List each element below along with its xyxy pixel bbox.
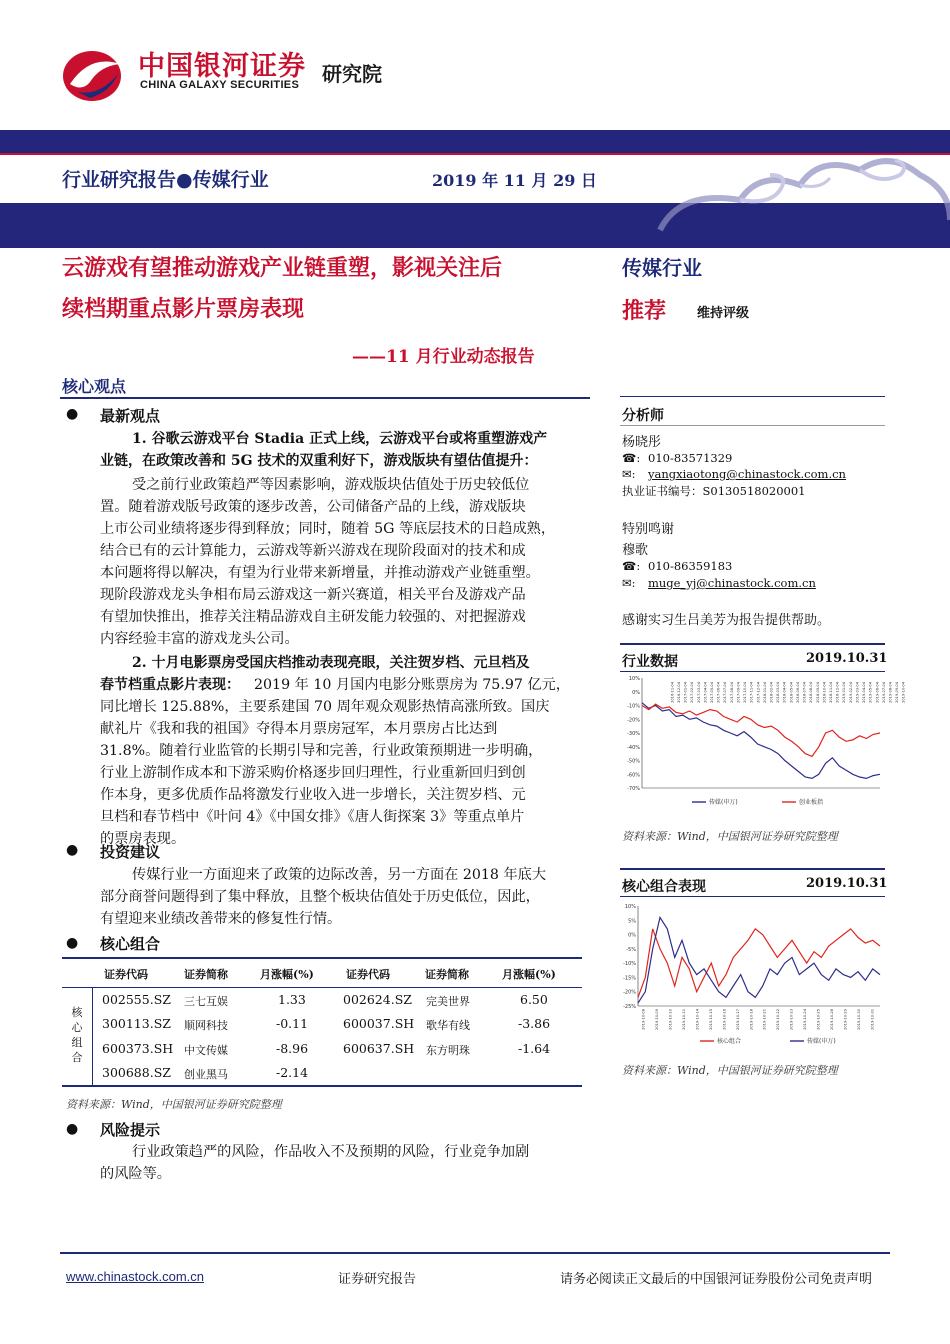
y-tick-label: -10% bbox=[623, 961, 636, 968]
x-tick-label: 2019-05-04 bbox=[868, 682, 873, 703]
table-header-cell: 月涨幅(%) bbox=[260, 968, 314, 981]
table-cell: 300688.SZ bbox=[102, 1065, 171, 1080]
x-tick-label: 2018-01-04 bbox=[762, 682, 767, 703]
legend-label: 创业板指 bbox=[799, 799, 824, 806]
point1-line: 置。随着游戏版号政策的逐步改善，公司储备产品的上线，游戏版块 bbox=[100, 499, 526, 515]
report-subtitle: ——11 月行业动态报告 bbox=[352, 347, 535, 367]
thanks-email[interactable]: muge_yj@chinastock.com.cn bbox=[648, 576, 816, 590]
x-tick-label: 2018-09-04 bbox=[815, 682, 820, 703]
x-tick-label: 2019-10-31 bbox=[870, 1009, 875, 1030]
table-cell: -2.14 bbox=[276, 1065, 309, 1080]
portfolio-heading: 核心组合 bbox=[100, 935, 161, 953]
sector-label: 传媒行业 bbox=[622, 256, 702, 280]
table-cell: 002624.SZ bbox=[343, 992, 412, 1007]
table-cell: 6.50 bbox=[520, 992, 548, 1007]
x-tick-label: 2017-09-04 bbox=[736, 682, 741, 703]
footer-rule bbox=[60, 1252, 890, 1254]
y-tick-label: -5% bbox=[626, 946, 636, 953]
x-tick-label: 2019-10-17 bbox=[735, 1009, 740, 1030]
y-tick-label: 0% bbox=[628, 932, 636, 939]
x-tick-label: 2019-10-29 bbox=[843, 1009, 848, 1030]
bullet-icon: ● bbox=[66, 1121, 79, 1137]
x-tick-label: 2019-10-16 bbox=[722, 1009, 727, 1030]
x-tick-label: 2019-10-22 bbox=[776, 1009, 781, 1030]
x-tick-label: 2019-10-18 bbox=[749, 1009, 754, 1030]
y-tick-label: 10% bbox=[628, 676, 640, 682]
latest-view-heading: 最新观点 bbox=[100, 407, 161, 425]
recommendation-label: 推荐 bbox=[622, 298, 667, 324]
invest-line: 有望迎来业绩改善带来的修复性行情。 bbox=[100, 911, 342, 927]
x-tick-label: 2019-10-08 bbox=[641, 1009, 646, 1030]
x-tick-label: 2019-10-10 bbox=[668, 1009, 673, 1030]
table-cell: 东方明珠 bbox=[426, 1044, 470, 1057]
y-tick-label: -70% bbox=[627, 786, 640, 792]
analyst-phone: 010-83571329 bbox=[648, 451, 733, 465]
y-tick-label: -15% bbox=[623, 975, 636, 982]
x-tick-label: 2019-01-04 bbox=[842, 682, 847, 703]
portfolio-perf-date: 2019.10.31 bbox=[806, 876, 888, 891]
point2-line: 的票房表现。 bbox=[100, 831, 186, 847]
table-cell: -0.11 bbox=[276, 1016, 309, 1031]
point1-line: 内容经验丰富的游戏龙头公司。 bbox=[100, 631, 299, 647]
portfolio-perf-rule bbox=[620, 868, 885, 870]
invest-line: 传媒行业一方面迎来了政策的边际改善，另一方面在 2018 年底大 bbox=[132, 867, 547, 883]
institute-label: 研究院 bbox=[322, 62, 382, 86]
x-tick-label: 2019-10-23 bbox=[789, 1009, 794, 1030]
x-tick-label: 2019-10-15 bbox=[708, 1009, 713, 1030]
legend-label: 传媒(申万) bbox=[709, 799, 738, 806]
y-tick-label: -20% bbox=[623, 989, 636, 996]
table-cell: 300113.SZ bbox=[102, 1016, 171, 1031]
x-tick-label: 2017-12-04 bbox=[756, 682, 761, 703]
table-cell: 600637.SH bbox=[343, 1041, 415, 1056]
x-tick-label: 2019-03-04 bbox=[855, 682, 860, 703]
x-tick-label: 2019-04-04 bbox=[862, 682, 867, 703]
galaxy-logo-icon bbox=[60, 44, 132, 104]
point2-line: 31.8%。随着行业监管的长期引导和完善，行业政策预期进一步明确， bbox=[100, 743, 543, 759]
phone-icon: ☎: bbox=[622, 451, 641, 465]
x-tick-label: 2017-02-04 bbox=[690, 682, 695, 703]
table-cell: -8.96 bbox=[276, 1041, 309, 1056]
table-top-rule bbox=[62, 957, 582, 959]
x-tick-label: 2019-10-21 bbox=[762, 1009, 767, 1030]
y-tick-label: -40% bbox=[627, 744, 640, 751]
portfolio-perf-heading: 核心组合表现 bbox=[622, 879, 706, 895]
point1-line: 结合已有的云计算能力，云游戏等新兴游戏在现阶段面对的技术和成 bbox=[100, 543, 526, 559]
table-cell: 1.33 bbox=[278, 992, 306, 1007]
table-cell: -3.86 bbox=[518, 1016, 551, 1031]
table-side-label bbox=[70, 1005, 84, 1065]
table-cell: 中文传媒 bbox=[184, 1044, 228, 1057]
x-tick-label: 2018-07-04 bbox=[802, 682, 807, 703]
industry-data-rule bbox=[620, 643, 885, 645]
analyst-rule bbox=[620, 396, 885, 397]
cloud-swirl-decoration bbox=[620, 130, 950, 248]
email-icon: ✉: bbox=[622, 576, 636, 590]
point2-line: 同比增长 125.88%，主要系建国 70 周年观众观影热情高涨所致。国庆 bbox=[100, 699, 550, 715]
point1-line: 受之前行业政策趋严等因素影响，游戏版块估值处于历史较低位 bbox=[132, 477, 530, 493]
risk-line: 行业政策趋严的风险，作品收入不及预期的风险，行业竞争加剧 bbox=[132, 1144, 530, 1160]
legend-label: 传媒(申万) bbox=[807, 1038, 836, 1045]
report-type-label: 行业研究报告●传媒行业 bbox=[62, 169, 269, 191]
side-char: 心 bbox=[71, 1021, 83, 1034]
industry-data-date: 2019.10.31 bbox=[806, 651, 888, 666]
legend-label: 核心组合 bbox=[717, 1038, 742, 1045]
portfolio-perf-source: 资料来源：Wind，中国银河证券研究院整理 bbox=[622, 1064, 838, 1077]
series-line bbox=[638, 929, 880, 998]
side-char: 组 bbox=[71, 1036, 83, 1049]
x-tick-label: 2018-08-04 bbox=[809, 682, 814, 703]
point2-line: 行业上游制作成本和下游采购价格逐步回归理性，行业重新回归到创 bbox=[100, 765, 526, 781]
x-tick-label: 2018-10-04 bbox=[822, 682, 827, 703]
logo-english-name: CHINA GALAXY SECURITIES bbox=[140, 79, 300, 91]
table-side-divider bbox=[92, 987, 93, 1085]
core-view-rule bbox=[60, 397, 590, 399]
x-tick-label: 2017-04-04 bbox=[703, 682, 708, 703]
point1-title-b: 业链，在政策改善和 5G 技术的双重利好下，游戏版块有望估值提升： bbox=[100, 453, 538, 469]
table-header-cell: 证券代码 bbox=[346, 968, 390, 981]
table-cell: 歌华有线 bbox=[426, 1019, 470, 1032]
point1-line: 现阶段游戏龙头争相布局云游戏这一新兴赛道，相关平台及游戏产品 bbox=[100, 587, 526, 603]
table-header-cell: 月涨幅(%) bbox=[502, 968, 556, 981]
point1-line: 上市公司业绩将逐步得到释放；同时，随着 5G 等底层技术的日趋成熟， bbox=[100, 521, 556, 537]
thanks-name: 穆歌 bbox=[622, 543, 649, 558]
rating-action: 维持评级 bbox=[697, 306, 750, 321]
side-char: 核 bbox=[71, 1006, 83, 1019]
x-tick-label: 2017-01-04 bbox=[683, 682, 688, 703]
side-char: 合 bbox=[71, 1051, 83, 1064]
table-header-cell: 证券简称 bbox=[184, 968, 228, 981]
x-tick-label: 2017-11-04 bbox=[749, 682, 754, 703]
table-cell: 600037.SH bbox=[343, 1016, 415, 1031]
table-cell: 顺网科技 bbox=[184, 1019, 228, 1032]
x-tick-label: 2019-08-04 bbox=[888, 682, 893, 703]
table-cell: 三七互娱 bbox=[184, 995, 228, 1008]
x-tick-label: 2018-11-04 bbox=[828, 682, 833, 703]
footer-report-type: 证券研究报告 bbox=[338, 1272, 417, 1287]
invest-line: 部分商誉问题得到了集中释放，且整个板块估值处于历史低位，因此， bbox=[100, 889, 540, 905]
x-tick-label: 2019-02-04 bbox=[848, 682, 853, 703]
industry-data-heading: 行业数据 bbox=[622, 654, 678, 670]
point2-line: 作本身，更多优质作品将激发行业收入进一步增长，关注贺岁档、元 bbox=[100, 787, 526, 803]
bullet-icon: ● bbox=[66, 406, 79, 422]
x-tick-label: 2019-07-04 bbox=[881, 682, 886, 703]
analyst-cert: 执业证书编号：S0130518020001 bbox=[622, 484, 806, 498]
risk-heading: 风险提示 bbox=[100, 1121, 161, 1139]
x-tick-label: 2018-03-04 bbox=[776, 682, 781, 703]
table-header-rule bbox=[62, 987, 582, 988]
x-tick-label: 2016-11-04 bbox=[670, 682, 675, 703]
footer-disclaimer-note: 请务必阅读正文最后的中国银河证券股份公司免责声明 bbox=[560, 1272, 873, 1287]
report-title-line1: 云游戏有望推动游戏产业链重塑，影视关注后 bbox=[62, 255, 503, 281]
bullet-icon: ● bbox=[66, 842, 79, 858]
point2-line: 2019 年 10 月国内电影分账票房为 75.97 亿元， bbox=[254, 677, 570, 693]
x-tick-label: 2016-12-04 bbox=[676, 682, 681, 703]
y-tick-label: -60% bbox=[627, 772, 640, 779]
y-tick-label: -20% bbox=[627, 717, 640, 724]
x-tick-label: 2019-10-25 bbox=[816, 1009, 821, 1030]
x-tick-label: 2017-06-04 bbox=[716, 682, 721, 703]
email-icon: ✉: bbox=[622, 467, 636, 481]
invest-advice-heading: 投资建议 bbox=[100, 843, 161, 861]
table-header-cell: 证券简称 bbox=[425, 968, 469, 981]
footer-website-link[interactable]: www.chinastock.com.cn bbox=[66, 1269, 204, 1284]
portfolio-performance-chart bbox=[620, 898, 885, 1048]
analyst-name: 杨晓彤 bbox=[622, 435, 662, 450]
y-tick-label: 10% bbox=[624, 904, 636, 910]
x-tick-label: 2019-10-04 bbox=[901, 682, 906, 703]
x-tick-label: 2019-10-14 bbox=[695, 1009, 700, 1030]
x-tick-label: 2018-04-04 bbox=[782, 682, 787, 703]
analyst-email[interactable]: yangxiaotong@chinastock.com.cn bbox=[648, 467, 846, 481]
analyst-heading: 分析师 bbox=[622, 408, 664, 424]
table-cell: 完美世界 bbox=[426, 995, 470, 1008]
x-tick-label: 2019-10-30 bbox=[856, 1009, 861, 1030]
x-tick-label: 2019-10-09 bbox=[655, 1009, 660, 1030]
point2-title-a: 2. 十月电影票房受国庆档推动表现亮眼，关注贺岁档、元旦档及 bbox=[132, 655, 530, 671]
x-tick-label: 2019-09-04 bbox=[895, 682, 900, 703]
table-bottom-rule bbox=[62, 1085, 582, 1087]
point1-title-a: 1. 谷歌云游戏平台 Stadia 正式上线，云游戏平台或将重塑游戏产 bbox=[132, 431, 548, 447]
y-tick-label: -30% bbox=[627, 731, 640, 737]
core-view-heading: 核心观点 bbox=[62, 377, 127, 396]
industry-data-source: 资料来源：Wind，中国银河证券研究院整理 bbox=[622, 830, 838, 843]
y-tick-label: -50% bbox=[627, 758, 640, 765]
x-tick-label: 2019-10-24 bbox=[803, 1009, 808, 1030]
point2-title-b: 春节档重点影片表现： bbox=[100, 677, 240, 693]
y-tick-label: 0% bbox=[632, 689, 640, 696]
x-tick-label: 2019-10-28 bbox=[829, 1009, 834, 1030]
x-tick-label: 2018-02-04 bbox=[769, 682, 774, 703]
table-source-note: 资料来源：Wind，中国银河证券研究院整理 bbox=[66, 1098, 282, 1111]
bullet-icon: ● bbox=[66, 935, 79, 951]
table-cell: 002555.SZ bbox=[102, 992, 171, 1007]
thanks-heading: 特别鸣谢 bbox=[622, 522, 675, 537]
x-tick-label: 2019-06-04 bbox=[875, 682, 880, 703]
intern-note: 感谢实习生吕美芳为报告提供帮助。 bbox=[622, 613, 831, 628]
analyst-sub-rule bbox=[620, 425, 885, 426]
table-header-cell: 证券代码 bbox=[104, 968, 148, 981]
series-line bbox=[638, 917, 880, 1003]
x-tick-label: 2017-08-04 bbox=[729, 682, 734, 703]
x-tick-label: 2018-06-04 bbox=[795, 682, 800, 703]
point2-line: 献礼片《我和我的祖国》夺得本月票房冠军，本月票房占比达到 bbox=[100, 721, 498, 737]
x-tick-label: 2017-03-04 bbox=[696, 682, 701, 703]
series-line bbox=[642, 704, 880, 756]
industry-index-chart bbox=[620, 674, 906, 814]
point1-line: 本问题将得以解决，有望为行业带来新增量，并推动游戏产业链重塑。 bbox=[100, 565, 540, 581]
table-cell: 600373.SH bbox=[102, 1041, 174, 1056]
x-tick-label: 2018-05-04 bbox=[789, 682, 794, 703]
y-tick-label: -10% bbox=[627, 703, 640, 710]
y-tick-label: -25% bbox=[623, 1004, 636, 1010]
x-tick-label: 2017-07-04 bbox=[723, 682, 728, 703]
x-tick-label: 2019-10-11 bbox=[682, 1009, 687, 1030]
point2-line: 旦档和春节档中《叶问 4》《中国女排》《唐人街探案 3》等重点单片 bbox=[100, 809, 525, 825]
thanks-phone: 010-86359183 bbox=[648, 559, 733, 573]
phone-icon: ☎: bbox=[622, 559, 641, 573]
report-title-line2: 续档期重点影片票房表现 bbox=[62, 296, 305, 322]
risk-line: 的风险等。 bbox=[100, 1166, 171, 1182]
x-tick-label: 2018-12-04 bbox=[835, 682, 840, 703]
report-date: 2019 年 11 月 29 日 bbox=[432, 171, 597, 190]
x-tick-label: 2017-05-04 bbox=[709, 682, 714, 703]
point1-line: 有望加快推出，推荐关注精品游戏自主研发能力较强的、对把握游戏 bbox=[100, 609, 526, 625]
portfolio-perf-sub-rule bbox=[620, 896, 885, 897]
logo-chinese-name: 中国银河证券 bbox=[138, 51, 306, 82]
table-cell: 创业黑马 bbox=[184, 1068, 228, 1081]
x-tick-label: 2017-10-04 bbox=[743, 682, 748, 703]
industry-data-sub-rule bbox=[620, 671, 885, 672]
table-cell: -1.64 bbox=[518, 1041, 551, 1056]
y-tick-label: 5% bbox=[628, 918, 636, 925]
